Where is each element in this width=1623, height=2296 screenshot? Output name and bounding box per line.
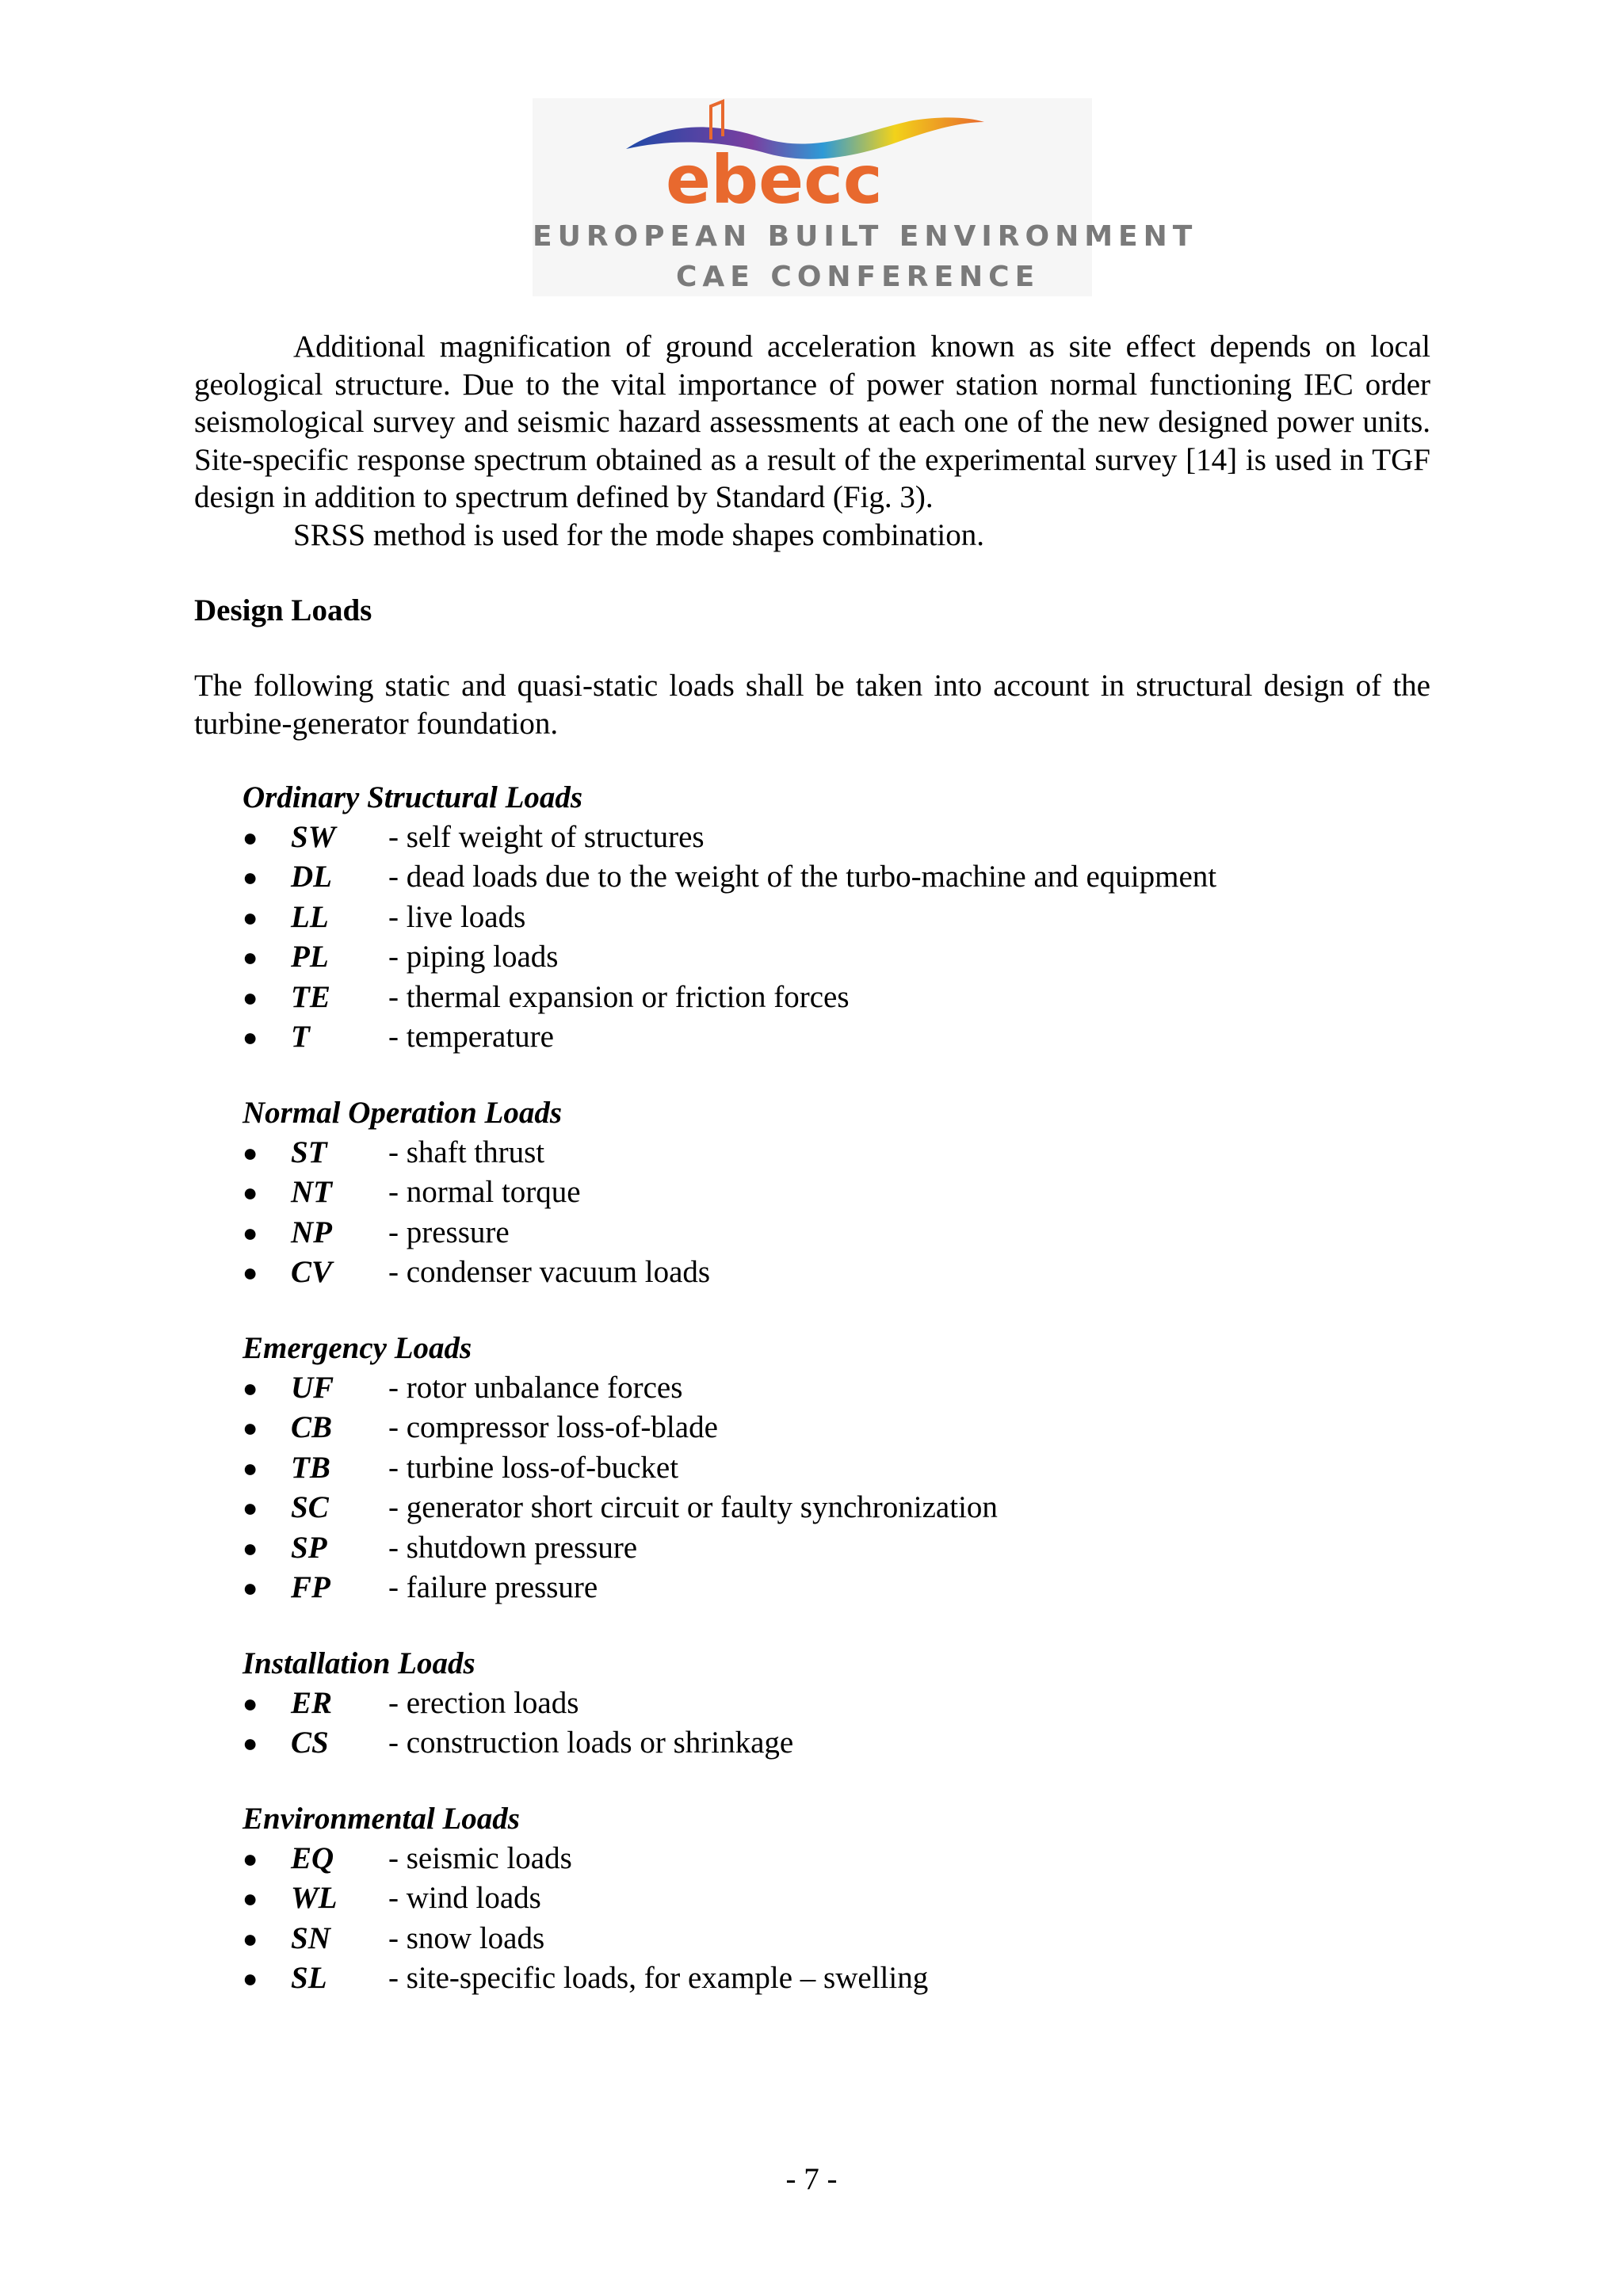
load-description: - piping loads <box>388 940 559 974</box>
load-code: TB <box>291 1450 330 1485</box>
logo-wordmark: ebecc <box>666 141 883 219</box>
list-item <box>242 1448 1431 1488</box>
bullet-icon: ● <box>242 1138 258 1167</box>
bullet-icon: ● <box>242 1964 258 1993</box>
load-group-environmental <box>242 1799 1431 1999</box>
group-title: Emergency Loads <box>242 1331 472 1365</box>
list-item <box>242 1528 1431 1568</box>
load-description: - shutdown pressure <box>388 1530 638 1565</box>
list-item <box>242 818 1431 857</box>
bullet-icon: ● <box>242 1689 258 1718</box>
list-item <box>242 1568 1431 1608</box>
load-description: - construction loads or shrinkage <box>388 1726 794 1760</box>
list-item <box>242 1408 1431 1447</box>
load-group-ordinary-structural <box>242 778 1431 1057</box>
bullet-icon: ● <box>242 863 258 892</box>
load-code: ST <box>291 1135 327 1169</box>
bullet-icon: ● <box>242 1924 258 1953</box>
load-code: ER <box>291 1686 333 1720</box>
logo-tagline-line2: CAE CONFERENCE <box>676 261 1041 293</box>
list-item <box>242 1919 1431 1958</box>
load-description: - failure pressure <box>388 1569 598 1604</box>
bullet-icon: ● <box>242 1178 258 1207</box>
load-code: CB <box>291 1410 333 1445</box>
bullet-icon: ● <box>242 1218 258 1247</box>
load-code: CS <box>291 1726 329 1760</box>
load-description: - erection loads <box>388 1686 579 1720</box>
list-item <box>242 1253 1431 1292</box>
load-description: - seismic loads <box>388 1841 572 1875</box>
group-title: Normal Operation Loads <box>242 1096 563 1130</box>
load-description: - temperature <box>388 1019 554 1054</box>
load-code: SW <box>291 820 336 854</box>
group-title: Ordinary Structural Loads <box>242 780 583 814</box>
bullet-icon: ● <box>242 1453 258 1482</box>
list-item <box>242 1723 1431 1763</box>
list-item <box>242 1173 1431 1212</box>
load-code: CV <box>291 1255 333 1290</box>
load-description: - turbine loss-of-bucket <box>388 1450 679 1485</box>
bullet-icon: ● <box>242 1413 258 1443</box>
list-item <box>242 1684 1431 1723</box>
list-item <box>242 978 1431 1017</box>
load-code: WL <box>291 1881 338 1916</box>
load-code: PL <box>291 940 329 974</box>
load-description: - live loads <box>388 899 526 934</box>
load-code: NT <box>291 1175 332 1210</box>
load-description: - site-specific loads, for example – swelling <box>388 1961 929 1996</box>
load-group-installation <box>242 1644 1431 1764</box>
bullet-icon: ● <box>242 1022 258 1051</box>
bullet-icon: ● <box>242 1493 258 1523</box>
load-description: - normal torque <box>388 1175 581 1210</box>
load-description: - wind loads <box>388 1881 541 1916</box>
load-description: - dead loads due to the weight of the turbo-machine and equipment <box>388 860 1217 894</box>
section-heading-design-loads: Design Loads <box>194 593 372 627</box>
load-code: TE <box>291 979 330 1014</box>
load-code: FP <box>291 1569 330 1604</box>
load-description: - pressure <box>388 1215 510 1249</box>
load-description: - compressor loss-of-blade <box>388 1410 718 1445</box>
list-item <box>242 1878 1431 1918</box>
list-item <box>242 857 1431 897</box>
bullet-icon: ● <box>242 982 258 1012</box>
conference-logo <box>533 98 1198 296</box>
load-code: SP <box>291 1530 327 1565</box>
list-item <box>242 1958 1431 1998</box>
list-item <box>242 1133 1431 1173</box>
bullet-icon: ● <box>242 1884 258 1913</box>
load-code: DL <box>291 860 332 894</box>
ebecc-logo-graphic <box>533 98 1198 296</box>
list-item <box>242 1488 1431 1527</box>
load-description: - condenser vacuum loads <box>388 1255 711 1290</box>
load-code: LL <box>291 899 329 934</box>
srss-paragraph: SRSS method is used for the mode shapes combination. <box>293 518 985 552</box>
load-code: UF <box>291 1371 334 1405</box>
bullet-icon: ● <box>242 1258 258 1287</box>
list-item <box>242 1017 1431 1057</box>
load-description: - thermal expansion or friction forces <box>388 979 850 1014</box>
intro-paragraph: Additional magnification of ground acceleration known as site effect depends on local geological structure. Due to the vital importance of power station normal functioning IEC order seismological survey and seismic hazard assessments at each one of the new designed power units. Site-specific response spectrum obtained as a result of the experimental survey [14] is used in TGF design in addition to spectrum defined by Standard (Fig. 3). <box>194 330 1430 514</box>
bullet-icon: ● <box>242 1729 258 1758</box>
list-item <box>242 1839 1431 1878</box>
load-description: - self weight of structures <box>388 820 705 854</box>
bullet-icon: ● <box>242 1573 258 1602</box>
group-title: Installation Loads <box>242 1646 475 1680</box>
load-description: - shaft thrust <box>388 1135 545 1169</box>
bullet-icon: ● <box>242 823 258 852</box>
bullet-icon: ● <box>242 943 258 972</box>
load-code: SC <box>291 1490 329 1525</box>
bullet-icon: ● <box>242 1844 258 1873</box>
bullet-icon: ● <box>242 902 258 932</box>
load-code: T <box>291 1019 310 1054</box>
load-code: NP <box>291 1215 332 1249</box>
load-description: - snow loads <box>388 1920 545 1955</box>
bullet-icon: ● <box>242 1374 258 1402</box>
logo-tagline-line1: EUROPEAN BUILT ENVIRONMENT <box>533 220 1198 253</box>
load-group-normal-operation <box>242 1093 1431 1293</box>
list-item <box>242 937 1431 977</box>
load-group-emergency <box>242 1329 1431 1608</box>
list-item <box>242 1213 1431 1253</box>
group-title: Environmental Loads <box>242 1802 520 1836</box>
load-code: EQ <box>291 1841 334 1875</box>
load-code: SL <box>291 1961 327 1996</box>
list-item <box>242 1368 1431 1408</box>
bullet-icon: ● <box>242 1533 258 1562</box>
load-description: - rotor unbalance forces <box>388 1371 683 1405</box>
page-number: - 7 - <box>785 2162 838 2196</box>
list-item <box>242 898 1431 937</box>
load-description: - generator short circuit or faulty synchronization <box>388 1490 998 1525</box>
design-loads-description: The following static and quasi-static loads shall be taken into account in structural design of the turbine-generator foundation. <box>194 669 1430 741</box>
load-code: SN <box>291 1920 330 1955</box>
